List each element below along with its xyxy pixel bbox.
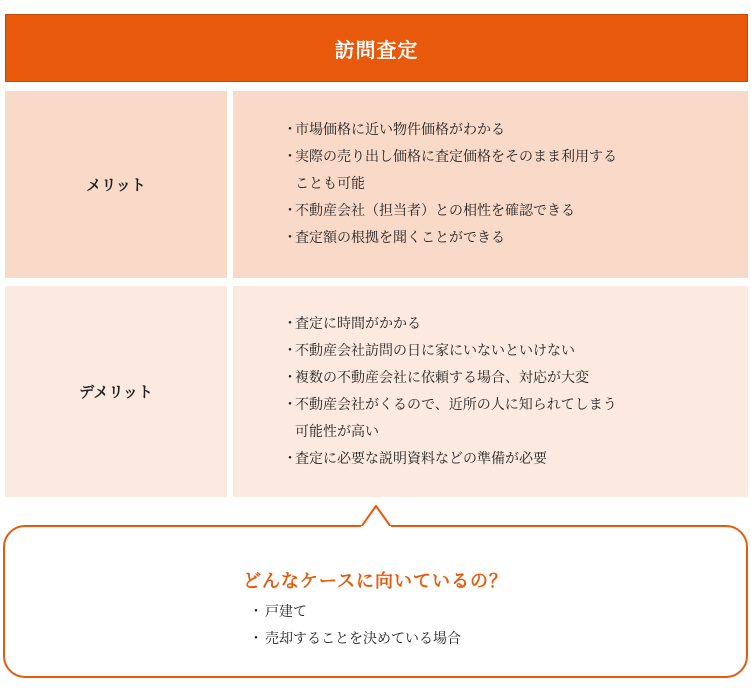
demerit-item-text: 不動産会社訪問の日に家にいないといけない: [295, 342, 575, 359]
list-item: [283, 144, 748, 171]
demerit-content-cell: [233, 286, 748, 497]
demerit-item-text: 査定に必要な説明資料などの準備が必要: [295, 450, 547, 467]
demerit-list: [283, 311, 748, 473]
list-item-continuation: [283, 171, 748, 198]
demerit-item-continuation: 可能性が高い: [295, 423, 379, 440]
merit-content-cell: [233, 91, 748, 278]
bullet-dot: ・: [249, 631, 263, 647]
merit-item-text: 実際の売り出し価格に査定価格をそのまま利用する: [295, 149, 617, 165]
bubble-item-text: 戸建て: [265, 604, 307, 620]
bullet-dot: ・: [249, 604, 263, 620]
bubble-item-text: 売却することを決めている場合: [265, 631, 461, 647]
merit-item-text: 市場価格に近い物件価格がわかる: [295, 122, 505, 138]
list-item: [283, 311, 748, 338]
merit-item-continuation: ことも可能: [295, 176, 365, 192]
header-title: 訪問査定: [334, 37, 419, 62]
bubble-list: [249, 599, 461, 653]
bullet-dot: ・: [283, 396, 297, 413]
bullet-dot: ・: [283, 369, 297, 386]
merit-label: メリット: [86, 176, 146, 194]
bubble-title: どんなケースに向いているの？: [242, 571, 509, 592]
list-item: [249, 626, 461, 653]
bubble-tail-icon: [361, 505, 391, 529]
demerit-item-text: 不動産会社がくるので、近所の人に知られてしまう: [295, 396, 617, 413]
list-item: [283, 392, 748, 419]
bullet-dot: ・: [283, 149, 297, 165]
bullet-dot: ・: [283, 230, 297, 246]
list-item: [283, 365, 748, 392]
bullet-dot: ・: [283, 342, 297, 359]
list-item-continuation: [283, 419, 748, 446]
demerit-label-cell: [5, 286, 227, 497]
merit-item-text: 不動産会社（担当者）との相性を確認できる: [295, 203, 575, 219]
list-item: [283, 225, 748, 252]
bullet-dot: ・: [283, 203, 297, 219]
list-item: [283, 198, 748, 225]
merit-list: [283, 117, 748, 252]
merit-item-text: 査定額の根拠を聞くことができる: [295, 230, 505, 246]
list-item: [283, 446, 748, 473]
list-item: [283, 117, 748, 144]
table-header: [5, 14, 748, 82]
demerit-label: デメリット: [79, 383, 153, 401]
use-case-bubble: [3, 525, 748, 678]
bullet-dot: ・: [283, 122, 297, 138]
merit-label-cell: [5, 91, 227, 278]
list-item: [249, 599, 461, 626]
bullet-dot: ・: [283, 450, 297, 467]
demerit-item-text: 査定に時間がかかる: [295, 315, 421, 332]
list-item: [283, 338, 748, 365]
demerit-item-text: 複数の不動産会社に依頼する場合、対応が大変: [295, 369, 589, 386]
bullet-dot: ・: [283, 315, 297, 332]
